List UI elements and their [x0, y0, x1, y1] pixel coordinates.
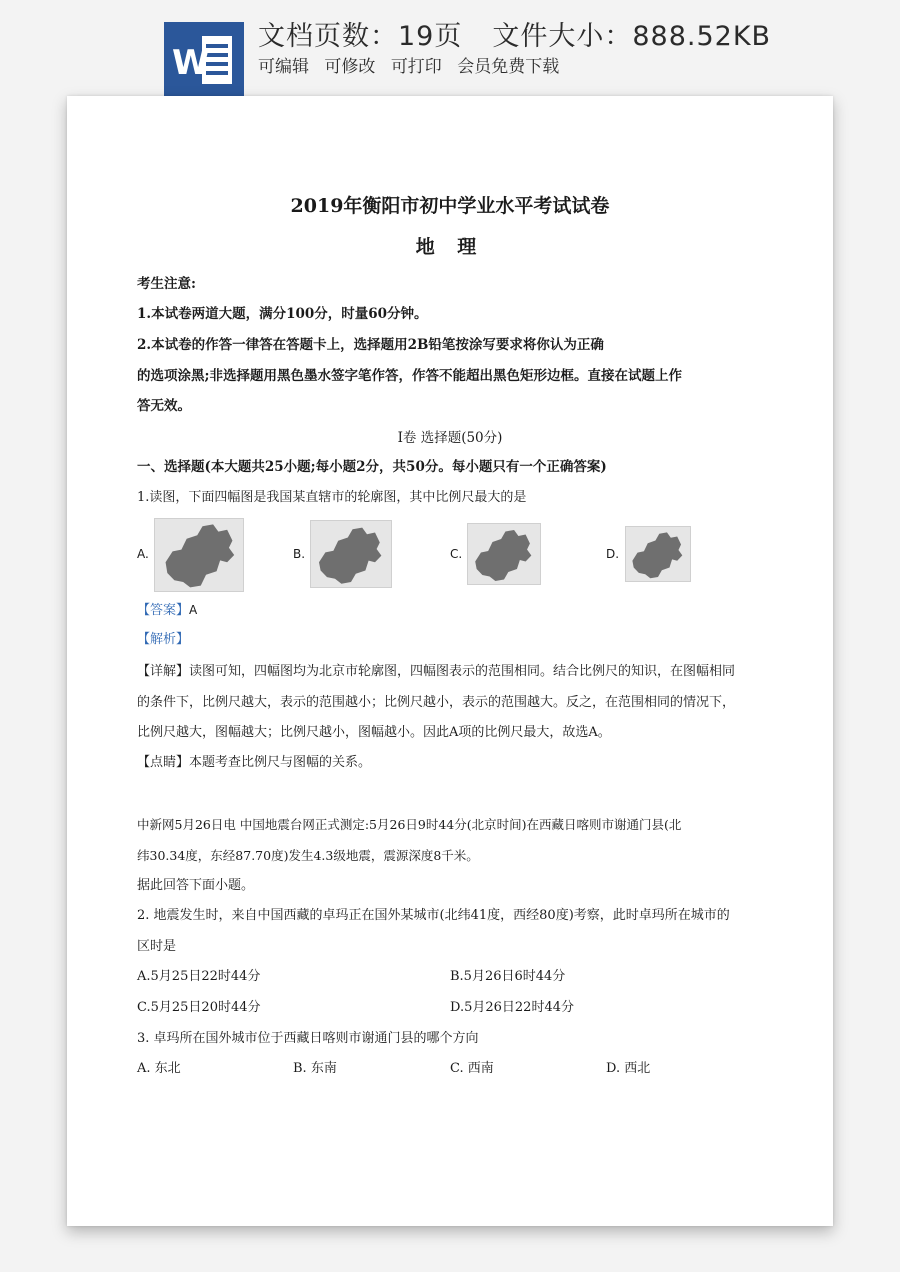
download-banner [0, 0, 900, 96]
feature-printable: 可打印 [390, 57, 442, 77]
file-info [258, 20, 771, 54]
question-2-stem: 2. 地震发生时，来自中国西藏的卓玛正在国外某城市(北纬41度，西经80度)考察，此时卓玛所在城市的 [137, 908, 730, 923]
feature-list [258, 55, 569, 79]
answer-tag: 【答案】 [137, 603, 190, 618]
feature-editable: 可编辑 [258, 57, 309, 77]
notice-item-2-line-2: 的选项涂黑;非选择题用黑色墨水签字笔作答，作答不能超出黑色矩形边框。直接在试题上作 [137, 368, 682, 384]
q3-option-d: D. 西北 [606, 1061, 651, 1076]
passage-instruction: 据此回答下面小题。 [137, 878, 255, 893]
notice-heading: 考生注意: [137, 276, 196, 292]
passage-line-1: 中新网5月26日电 中国地震台网正式测定:5月26日9时44分(北京时间)在西藏日喀则市谢通门县(北 [137, 817, 682, 832]
beijing-outline-map-a [154, 518, 244, 592]
notice-item-2: 2.本试卷的作答一律答在答题卡上，选择题用2B铅笔按涂写要求将你认为正确 [137, 337, 604, 353]
page-count: 文档页数：19页 [258, 21, 463, 52]
q2-option-d: D.5月26日22时44分 [450, 1000, 574, 1015]
q3-option-c: C. 西南 [450, 1061, 494, 1076]
exam-subject: 地 理 [415, 236, 485, 258]
svg-text:W: W [172, 43, 210, 83]
point-note: 【点睛】本题考查比例尺与图幅的关系。 [137, 755, 372, 770]
beijing-outline-map-b [310, 520, 392, 588]
feature-modifiable: 可修改 [324, 57, 376, 77]
answer-line [137, 599, 197, 622]
beijing-outline-map-d [625, 526, 691, 582]
file-size: 文件大小：888.52KB [492, 21, 772, 52]
q2-option-a: A.5月25日22时44分 [137, 969, 261, 984]
analysis-tag: 【解析】 [137, 632, 190, 647]
notice-item-2-line-3: 答无效。 [137, 398, 191, 414]
q2-option-c: C.5月25日20时44分 [137, 1000, 261, 1015]
detail-line-1: 【详解】读图可知，四幅图均为北京市轮廓图，四幅图表示的范围相同。结合比例尺的知识，在图幅相同 [137, 664, 736, 679]
option-a-label: A. [137, 547, 149, 561]
beijing-outline-map-c [467, 523, 541, 585]
option-c-label: C. [450, 547, 463, 561]
document-page [67, 96, 833, 1226]
q2-option-b: B.5月26日6时44分 [450, 969, 566, 984]
passage-line-2: 纬30.34度，东经87.70度)发生4.3级地震，震源深度8千米。 [137, 848, 479, 863]
detail-line-3: 比例尺越大，图幅越大；比例尺越小，图幅越小。因此A项的比例尺最大，故选A。 [137, 725, 611, 740]
option-b-label: B. [293, 547, 306, 561]
feature-member-download: 会员免费下载 [457, 57, 560, 77]
word-document-icon [164, 22, 244, 96]
answer-value: A [189, 603, 198, 617]
section-title: Ⅰ卷 选择题(50分) [397, 430, 503, 446]
part-title: 一、选择题(本大题共25小题;每小题2分，共50分。每小题只有一个正确答案) [137, 459, 607, 475]
question-3-stem: 3. 卓玛所在国外城市位于西藏日喀则市谢通门县的哪个方向 [137, 1031, 479, 1046]
option-d-label: D. [606, 547, 620, 561]
notice-item-1: 1.本试卷两道大题，满分100分，时量60分钟。 [137, 306, 428, 322]
question-1-stem: 1.读图，下面四幅图是我国某直辖市的轮廓图，其中比例尺最大的是 [137, 490, 527, 505]
q3-option-a: A. 东北 [137, 1061, 181, 1076]
exam-title: 2019年衡阳市初中学业水平考试试卷 [290, 195, 610, 217]
detail-line-2: 的条件下，比例尺越大，表示的范围越小；比例尺越小，表示的范围越大。反之，在范围相同的情况下， [137, 695, 736, 710]
q3-option-b: B. 东南 [293, 1061, 337, 1076]
question-2-stem-line-2: 区时是 [137, 939, 177, 954]
